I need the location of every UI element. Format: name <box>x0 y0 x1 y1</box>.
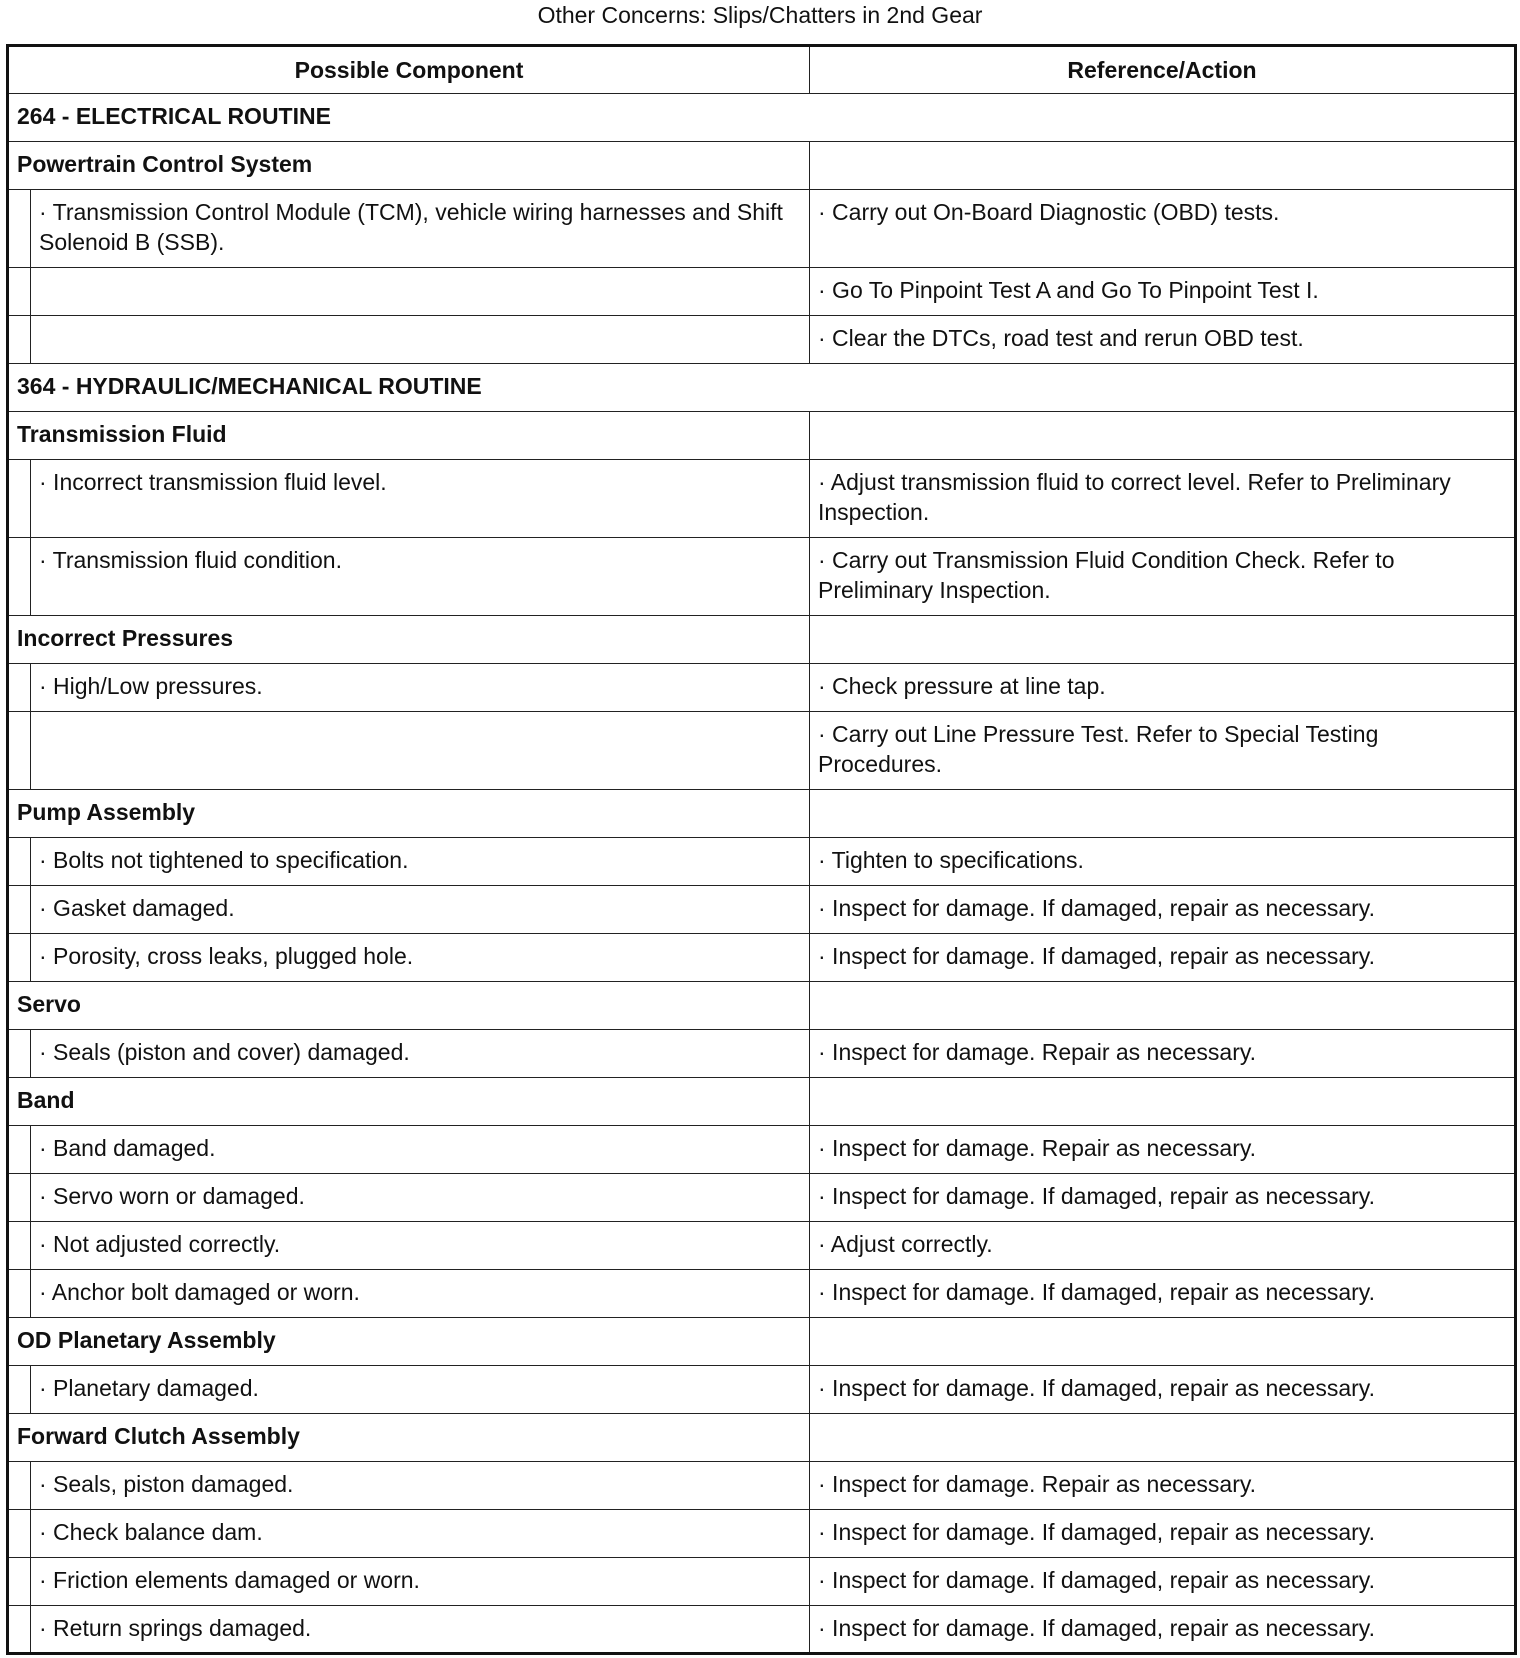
action-cell: · Inspect for damage. Repair as necessary. <box>810 1030 1516 1078</box>
table-row <box>8 1030 1516 1078</box>
table-row <box>8 886 1516 934</box>
page-title: Other Concerns: Slips/Chatters in 2nd Gear <box>537 2 983 28</box>
action-cell: · Check pressure at line tap. <box>810 664 1516 712</box>
component-cell: · Incorrect transmission fluid level. <box>31 460 810 538</box>
component-cell: · Transmission fluid condition. <box>31 538 810 616</box>
group-title: Forward Clutch Assembly <box>8 1414 810 1462</box>
component-cell: · Servo worn or damaged. <box>31 1174 810 1222</box>
action-cell: · Inspect for damage. If damaged, repair as necessary. <box>810 934 1516 982</box>
component-cell: · Planetary damaged. <box>31 1366 810 1414</box>
table-row <box>8 712 1516 790</box>
table-row <box>8 1174 1516 1222</box>
group-action-cell <box>810 982 1516 1030</box>
group-action-cell <box>810 142 1516 190</box>
action-cell: · Carry out On-Board Diagnostic (OBD) tests. <box>810 190 1516 268</box>
component-cell: · Check balance dam. <box>31 1510 810 1558</box>
component-cell: · Seals, piston damaged. <box>31 1462 810 1510</box>
action-cell: · Tighten to specifications. <box>810 838 1516 886</box>
group-row <box>8 1318 1516 1366</box>
group-action-cell <box>810 1078 1516 1126</box>
action-cell: · Go To Pinpoint Test A and Go To Pinpoint Test I. <box>810 268 1516 316</box>
group-action-cell <box>810 1414 1516 1462</box>
table-row <box>8 934 1516 982</box>
indent-cell <box>8 1606 31 1654</box>
action-cell: · Inspect for damage. If damaged, repair as necessary. <box>810 1174 1516 1222</box>
component-cell: · Transmission Control Module (TCM), vehicle wiring harnesses and Shift Solenoid B (SSB). <box>31 190 810 268</box>
action-cell: · Inspect for damage. If damaged, repair as necessary. <box>810 1366 1516 1414</box>
table-body <box>8 94 1516 1654</box>
table-row <box>8 316 1516 364</box>
indent-cell <box>8 316 31 364</box>
component-cell: · Bolts not tightened to specification. <box>31 838 810 886</box>
action-cell: · Inspect for damage. If damaged, repair as necessary. <box>810 1270 1516 1318</box>
group-title: OD Planetary Assembly <box>8 1318 810 1366</box>
group-row <box>8 982 1516 1030</box>
table-row <box>8 1558 1516 1606</box>
table-row <box>8 838 1516 886</box>
group-row <box>8 790 1516 838</box>
group-row <box>8 1078 1516 1126</box>
section-title: 264 - ELECTRICAL ROUTINE <box>8 94 1516 142</box>
group-row <box>8 616 1516 664</box>
table-row <box>8 1606 1516 1654</box>
group-title: Servo <box>8 982 810 1030</box>
group-action-cell <box>810 412 1516 460</box>
action-cell: · Inspect for damage. If damaged, repair as necessary. <box>810 886 1516 934</box>
group-title: Powertrain Control System <box>8 142 810 190</box>
indent-cell <box>8 1174 31 1222</box>
action-cell: · Inspect for damage. If damaged, repair as necessary. <box>810 1606 1516 1654</box>
indent-cell <box>8 460 31 538</box>
table-row <box>8 1126 1516 1174</box>
component-cell: · Seals (piston and cover) damaged. <box>31 1030 810 1078</box>
section-row <box>8 364 1516 412</box>
table-row <box>8 268 1516 316</box>
table-row <box>8 664 1516 712</box>
indent-cell <box>8 1510 31 1558</box>
component-cell: · Porosity, cross leaks, plugged hole. <box>31 934 810 982</box>
indent-cell <box>8 1222 31 1270</box>
action-cell: · Inspect for damage. If damaged, repair as necessary. <box>810 1558 1516 1606</box>
table-row <box>8 190 1516 268</box>
section-title: 364 - HYDRAULIC/MECHANICAL ROUTINE <box>8 364 1516 412</box>
table-row <box>8 1270 1516 1318</box>
action-cell: · Inspect for damage. If damaged, repair as necessary. <box>810 1510 1516 1558</box>
table-row <box>8 460 1516 538</box>
indent-cell <box>8 1126 31 1174</box>
action-cell: · Carry out Line Pressure Test. Refer to Special Testing Procedures. <box>810 712 1516 790</box>
diagnostic-table <box>6 44 1517 1655</box>
group-row <box>8 1414 1516 1462</box>
indent-cell <box>8 712 31 790</box>
indent-cell <box>8 190 31 268</box>
group-title: Incorrect Pressures <box>8 616 810 664</box>
table-header-row <box>8 46 1516 94</box>
action-cell: · Carry out Transmission Fluid Condition Check. Refer to Preliminary Inspection. <box>810 538 1516 616</box>
component-cell: · Anchor bolt damaged or worn. <box>31 1270 810 1318</box>
indent-cell <box>8 1366 31 1414</box>
indent-cell <box>8 1030 31 1078</box>
action-cell: · Inspect for damage. Repair as necessary. <box>810 1126 1516 1174</box>
action-cell: · Adjust transmission fluid to correct level. Refer to Preliminary Inspection. <box>810 460 1516 538</box>
action-cell: · Clear the DTCs, road test and rerun OBD test. <box>810 316 1516 364</box>
group-row <box>8 412 1516 460</box>
section-row <box>8 94 1516 142</box>
component-cell: · Friction elements damaged or worn. <box>31 1558 810 1606</box>
component-cell: · Return springs damaged. <box>31 1606 810 1654</box>
component-cell: · Gasket damaged. <box>31 886 810 934</box>
component-cell: · Not adjusted correctly. <box>31 1222 810 1270</box>
component-cell: · High/Low pressures. <box>31 664 810 712</box>
column-header-component: Possible Component <box>8 46 810 94</box>
component-cell: · Band damaged. <box>31 1126 810 1174</box>
indent-cell <box>8 934 31 982</box>
indent-cell <box>8 1270 31 1318</box>
group-row <box>8 142 1516 190</box>
indent-cell <box>8 1558 31 1606</box>
table-row <box>8 1510 1516 1558</box>
group-action-cell <box>810 790 1516 838</box>
action-cell: · Inspect for damage. Repair as necessary. <box>810 1462 1516 1510</box>
group-title: Transmission Fluid <box>8 412 810 460</box>
group-action-cell <box>810 1318 1516 1366</box>
indent-cell <box>8 538 31 616</box>
indent-cell <box>8 268 31 316</box>
action-cell: · Adjust correctly. <box>810 1222 1516 1270</box>
indent-cell <box>8 1462 31 1510</box>
column-header-action: Reference/Action <box>810 46 1516 94</box>
indent-cell <box>8 664 31 712</box>
component-cell <box>31 316 810 364</box>
component-cell <box>31 712 810 790</box>
table-row <box>8 1462 1516 1510</box>
table-row <box>8 1222 1516 1270</box>
group-action-cell <box>810 616 1516 664</box>
component-cell <box>31 268 810 316</box>
group-title: Band <box>8 1078 810 1126</box>
indent-cell <box>8 838 31 886</box>
table-row <box>8 1366 1516 1414</box>
indent-cell <box>8 886 31 934</box>
table-row <box>8 538 1516 616</box>
group-title: Pump Assembly <box>8 790 810 838</box>
